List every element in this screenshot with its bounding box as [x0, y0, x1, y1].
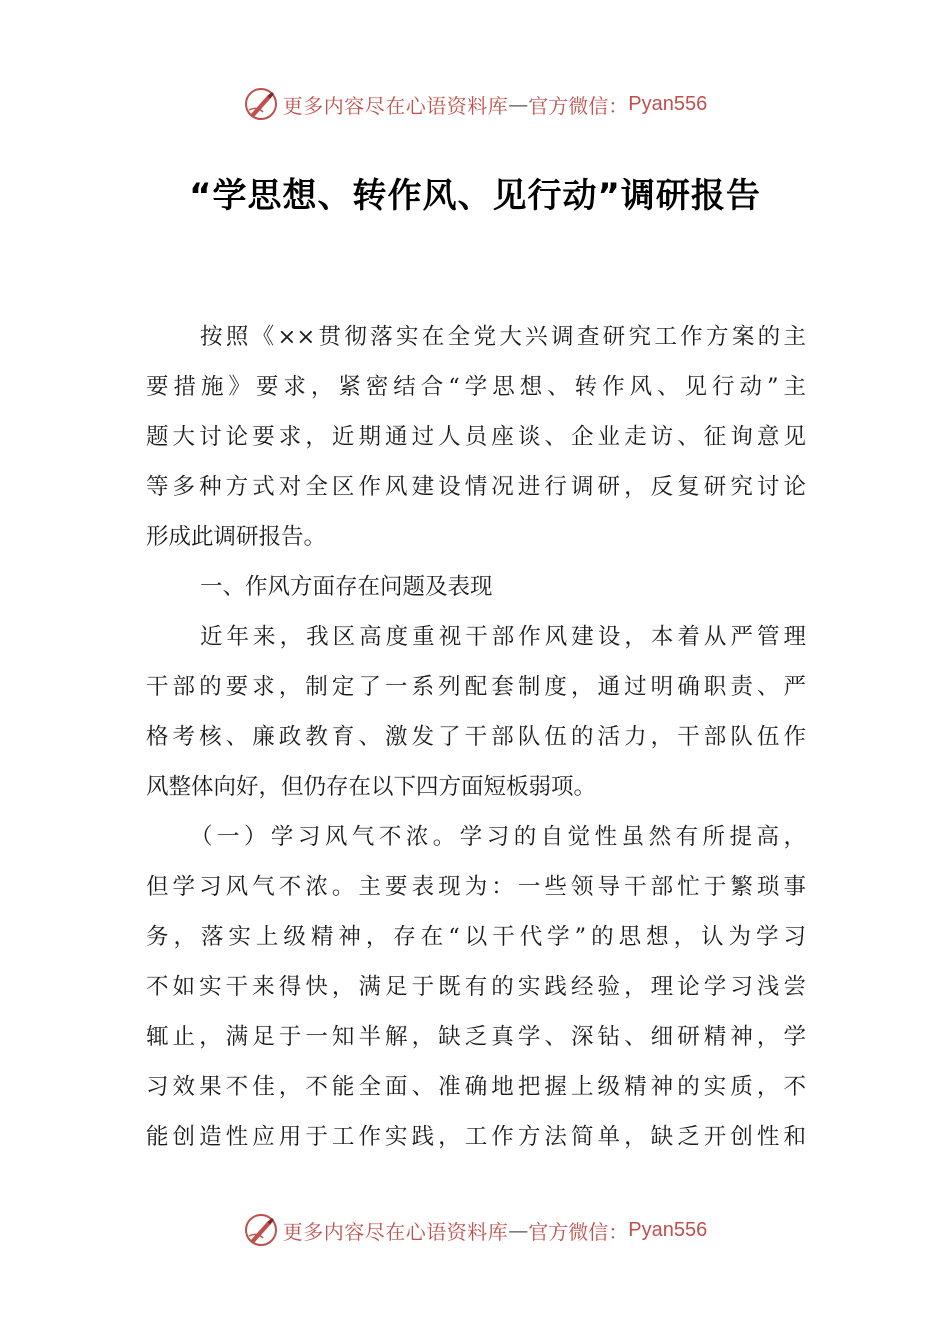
footer-banner — [0, 1208, 950, 1252]
document-title: “学思想、转作风、见行动”调研报告 — [189, 176, 761, 216]
section-heading: 一、作风方面存在问题及表现 — [200, 574, 493, 600]
body-line: 要措施》要求，紧密结合“学思想、转作风、见行动”主 — [146, 374, 806, 400]
banner-wechat-label: 官方微信： — [528, 93, 629, 118]
body-line: （一）学习风气不浓。学习的自觉性虽然有所提高， — [190, 824, 806, 850]
body-line: 但学习风气不浓。主要表现为：一些领导干部忙于繁琐事 — [146, 874, 806, 900]
banner-text: 更多内容尽在心语资料库 — [282, 93, 509, 118]
body-line: 能创造性应用于工作实践，工作方法简单，缺乏开创性和 — [146, 1124, 806, 1150]
body-line: 辄止，满足于一知半解，缺乏真学、深钻、细研精神，学 — [146, 1024, 806, 1050]
body-line: 近年来，我区高度重视干部作风建设，本着从严管理 — [200, 624, 806, 650]
body-line: 按照《××贯彻落实在全党大兴调查研究工作方案的主 — [200, 324, 806, 350]
body-line: 格考核、廉政教育、激发了干部队伍的活力，干部队伍作 — [146, 724, 806, 750]
banner-separator: — — [508, 1218, 529, 1242]
body-line: 等多种方式对全区作风建设情况进行调研，反复研究讨论 — [146, 474, 806, 500]
banner-wechat-id: Pyan556 — [628, 1218, 708, 1241]
body-line: 题大讨论要求，近期通过人员座谈、企业走访、征询意见 — [146, 424, 806, 450]
body-line: 不如实干来得快，满足于既有的实践经验，理论学习浅尝 — [146, 974, 806, 1000]
body-line: 务，落实上级精神，存在“以干代学”的思想，认为学习 — [146, 924, 806, 950]
pen-logo-icon — [243, 1212, 279, 1248]
document-body — [146, 312, 806, 1162]
body-line: 风整体向好，但仍存在以下四方面短板弱项。 — [146, 774, 597, 800]
banner-text: 更多内容尽在心语资料库 — [282, 1219, 509, 1244]
body-line: 形成此调研报告。 — [146, 524, 327, 550]
banner-wechat-id: Pyan556 — [628, 92, 708, 115]
pen-logo-icon — [243, 86, 279, 122]
body-line: 干部的要求，制定了一系列配套制度，通过明确职责、严 — [146, 674, 806, 700]
header-banner — [0, 82, 950, 126]
banner-separator: — — [508, 92, 529, 116]
body-line: 习效果不佳，不能全面、准确地把握上级精神的实质，不 — [146, 1074, 806, 1100]
banner-wechat-label: 官方微信： — [528, 1219, 629, 1244]
